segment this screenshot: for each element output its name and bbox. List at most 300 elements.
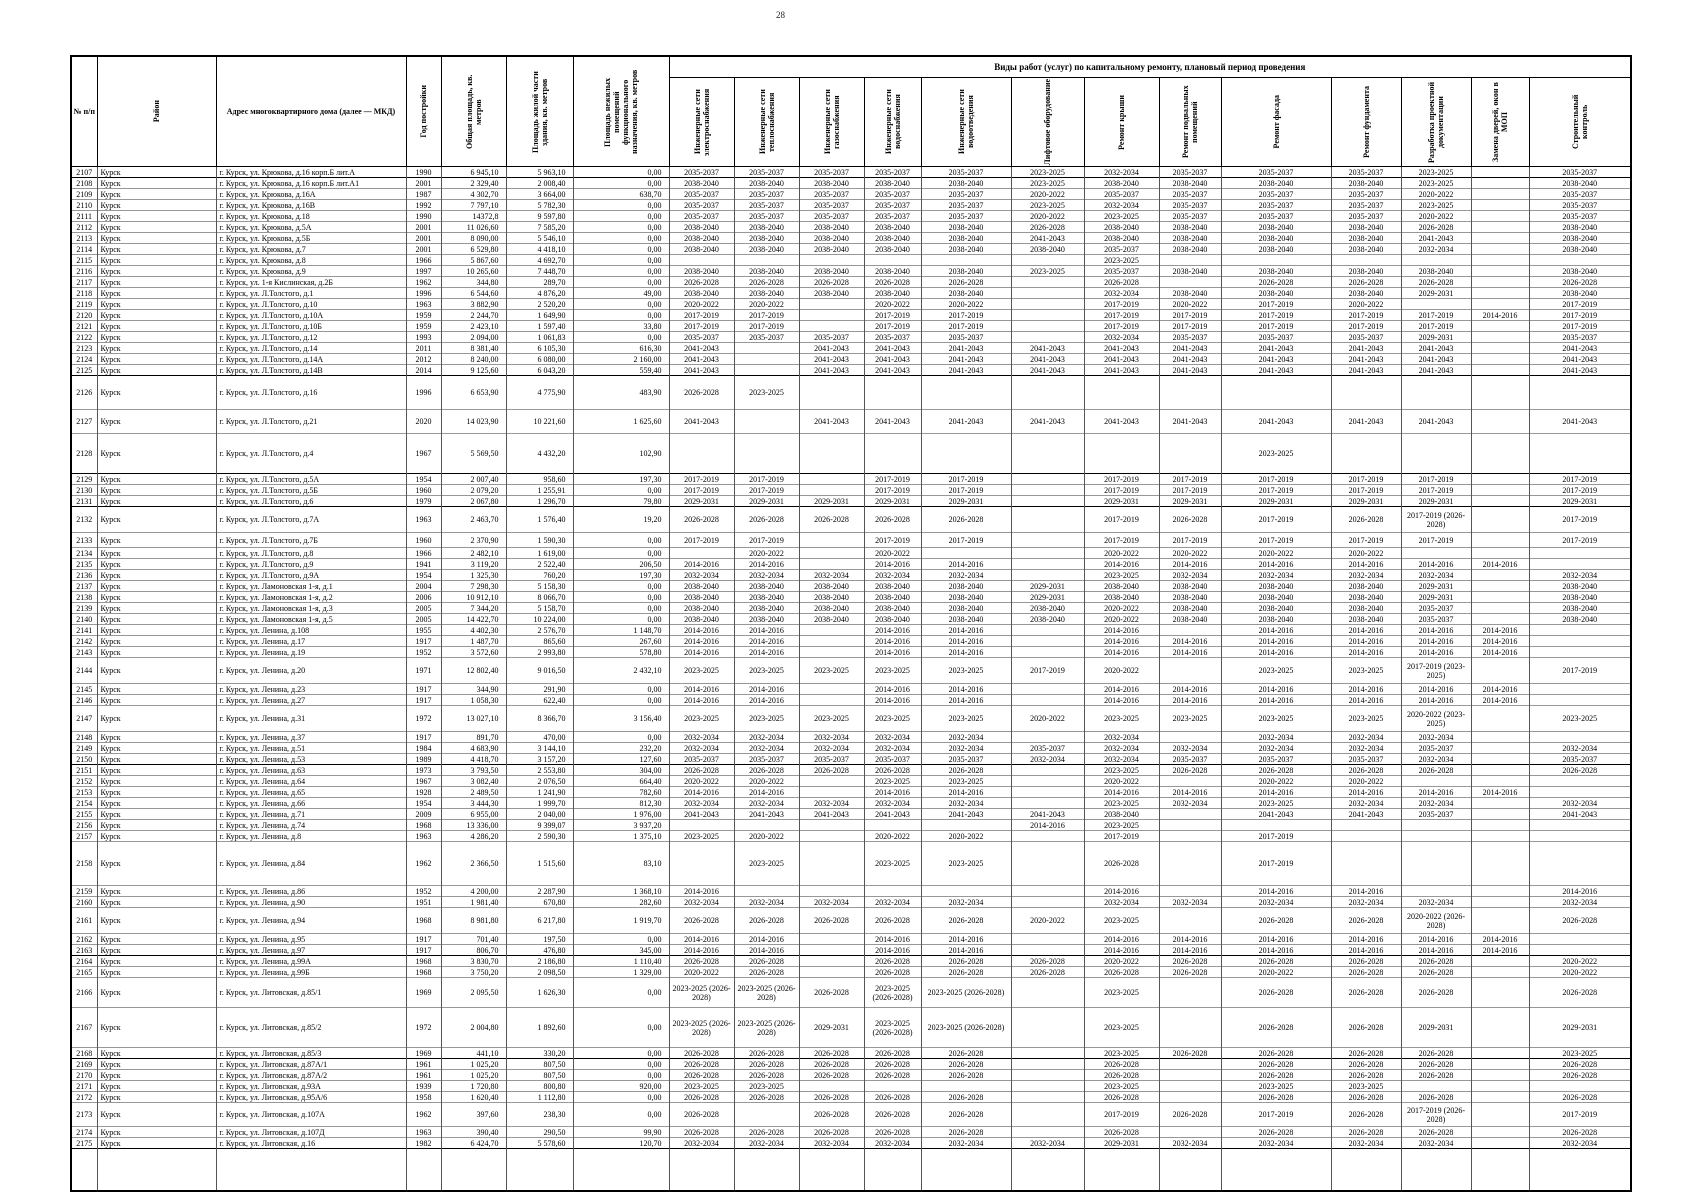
living-area-cell: 2 098,50 [506, 967, 573, 978]
design-documentation-cell: 2014-2016 [1401, 559, 1471, 570]
basement-repair-cell: 2017-2019 [1159, 533, 1221, 548]
construction-control-cell: 2041-2043 [1529, 365, 1631, 376]
living-area-cell: 5 963,10 [506, 167, 573, 178]
sewerage-networks-cell: 2038-2040 [921, 592, 1011, 603]
column-header-design-documentation: Разработка проектной документации [1401, 78, 1471, 167]
address-cell: г. Курск, ул. Л.Толстого, д.10 [216, 299, 406, 310]
doors-windows-replacement-cell [1471, 354, 1529, 365]
electric-networks-cell: 2038-2040 [669, 592, 734, 603]
total-area-cell: 3 572,60 [441, 647, 506, 658]
water-supply-networks-cell: 2035-2037 [864, 189, 921, 200]
num-cell: 2139 [71, 603, 97, 614]
sewerage-networks-cell: 2038-2040 [921, 233, 1011, 244]
water-supply-networks-cell: 2023-2025 [864, 842, 921, 886]
year-cell: 1963 [406, 831, 441, 842]
living-area-cell: 2 008,40 [506, 178, 573, 189]
sewerage-networks-cell: 2026-2028 [921, 507, 1011, 533]
year-cell: 1962 [406, 1103, 441, 1127]
column-header-district: Район [97, 56, 216, 167]
heating-networks-cell: 2026-2028 [734, 1070, 799, 1081]
design-documentation-cell [1401, 299, 1471, 310]
nonresidential-area-cell: 120,70 [573, 1138, 669, 1149]
roof-repair-cell: 2014-2016 [1084, 636, 1159, 647]
num-cell: 2120 [71, 310, 97, 321]
district-cell: Курск [97, 614, 216, 625]
doors-windows-replacement-cell [1471, 842, 1529, 886]
roof-repair-cell: 2035-2037 [1084, 266, 1159, 277]
basement-repair-cell: 2017-2019 [1159, 310, 1221, 321]
nonresidential-area-cell: 0,00 [573, 695, 669, 706]
water-supply-networks-cell: 2023-2025 (2026-2028) [864, 978, 921, 1008]
year-cell: 1917 [406, 684, 441, 695]
total-area-cell: 10 265,60 [441, 266, 506, 277]
column-header-heating-networks: Инженерные сети теплоснабжения [734, 78, 799, 167]
table-row [71, 299, 1631, 310]
basement-repair-cell [1159, 820, 1221, 831]
district-cell: Курск [97, 533, 216, 548]
num-cell: 2114 [71, 244, 97, 255]
facade-repair-cell: 2020-2022 [1221, 967, 1331, 978]
facade-repair-cell: 2017-2019 [1221, 474, 1331, 485]
total-area-cell: 3 830,70 [441, 956, 506, 967]
foundation-repair-cell: 2026-2028 [1331, 956, 1401, 967]
electric-networks-cell [669, 1149, 734, 1191]
heating-networks-cell: 2029-2031 [734, 496, 799, 507]
design-documentation-cell: 2017-2019 [1401, 533, 1471, 548]
year-cell: 1951 [406, 897, 441, 908]
construction-control-cell: 2038-2040 [1529, 233, 1631, 244]
roof-repair-cell: 2014-2016 [1084, 886, 1159, 897]
design-documentation-cell: 2026-2028 [1401, 978, 1471, 1008]
total-area-cell: 3 793,50 [441, 765, 506, 776]
elevator-equipment-cell [1011, 332, 1084, 343]
roof-repair-cell: 2023-2025 [1084, 765, 1159, 776]
electric-networks-cell: 2026-2028 [669, 1092, 734, 1103]
living-area-cell: 6 080,00 [506, 354, 573, 365]
roof-repair-cell: 2038-2040 [1084, 178, 1159, 189]
heating-networks-cell: 2026-2028 [734, 908, 799, 934]
water-supply-networks-cell [864, 886, 921, 897]
basement-repair-cell: 2035-2037 [1159, 200, 1221, 211]
total-area-cell: 397,60 [441, 1103, 506, 1127]
heating-networks-cell [734, 434, 799, 474]
living-area-cell: 3 664,00 [506, 189, 573, 200]
year-cell: 1917 [406, 636, 441, 647]
sewerage-networks-cell: 2032-2034 [921, 897, 1011, 908]
nonresidential-area-cell: 1 368,10 [573, 886, 669, 897]
electric-networks-cell: 2026-2028 [669, 277, 734, 288]
construction-control-cell: 2038-2040 [1529, 592, 1631, 603]
total-area-cell: 7 344,20 [441, 603, 506, 614]
electric-networks-cell: 2026-2028 [669, 1059, 734, 1070]
district-cell: Курск [97, 695, 216, 706]
roof-repair-cell: 2017-2019 [1084, 299, 1159, 310]
elevator-equipment-cell [1011, 1149, 1084, 1191]
roof-repair-cell: 2032-2034 [1084, 897, 1159, 908]
column-header-num: № п/п [71, 56, 97, 167]
sewerage-networks-cell: 2023-2025 [921, 658, 1011, 684]
empty-continuation-row [71, 1149, 1631, 1191]
district-cell: Курск [97, 1059, 216, 1070]
total-area-cell: 344,80 [441, 277, 506, 288]
roof-repair-cell: 2038-2040 [1084, 222, 1159, 233]
column-header-year: Год постройки [406, 56, 441, 167]
address-cell: г. Курск, ул. Крюкова, д.18 [216, 211, 406, 222]
sewerage-networks-cell: 2014-2016 [921, 787, 1011, 798]
doors-windows-replacement-cell [1471, 603, 1529, 614]
electric-networks-cell: 2017-2019 [669, 321, 734, 332]
doors-windows-replacement-cell [1471, 167, 1529, 178]
year-cell: 1941 [406, 559, 441, 570]
sewerage-networks-cell: 2041-2043 [921, 343, 1011, 354]
doors-windows-replacement-cell: 2014-2016 [1471, 934, 1529, 945]
doors-windows-replacement-cell [1471, 299, 1529, 310]
table-row [71, 754, 1631, 765]
table-row [71, 695, 1631, 706]
foundation-repair-cell: 2020-2022 [1331, 299, 1401, 310]
district-cell: Курск [97, 559, 216, 570]
doors-windows-replacement-cell [1471, 809, 1529, 820]
elevator-equipment-cell: 2023-2025 [1011, 178, 1084, 189]
roof-repair-cell: 2017-2019 [1084, 485, 1159, 496]
roof-repair-cell: 2038-2040 [1084, 581, 1159, 592]
electric-networks-cell: 2014-2016 [669, 787, 734, 798]
design-documentation-cell [1401, 255, 1471, 266]
nonresidential-area-cell: 1 375,10 [573, 831, 669, 842]
elevator-equipment-cell: 2038-2040 [1011, 244, 1084, 255]
elevator-equipment-cell: 2041-2043 [1011, 809, 1084, 820]
gas-networks-cell: 2026-2028 [799, 1103, 864, 1127]
table-row [71, 200, 1631, 211]
electric-networks-cell: 2032-2034 [669, 743, 734, 754]
basement-repair-cell: 2035-2037 [1159, 167, 1221, 178]
sewerage-networks-cell: 2041-2043 [921, 365, 1011, 376]
table-row [71, 1103, 1631, 1127]
water-supply-networks-cell: 2026-2028 [864, 277, 921, 288]
total-area-cell: 3 082,40 [441, 776, 506, 787]
address-cell: г. Курск, ул. Литовская, д.85/1 [216, 978, 406, 1008]
roof-repair-cell: 2041-2043 [1084, 410, 1159, 434]
total-area-cell: 3 882,90 [441, 299, 506, 310]
doors-windows-replacement-cell [1471, 732, 1529, 743]
table-row [71, 365, 1631, 376]
sewerage-networks-cell: 2041-2043 [921, 410, 1011, 434]
address-cell: г. Курск, ул. Л.Толстого, д.7Б [216, 533, 406, 548]
column-header-doors-windows-replacement: Замена дверей, окон в МОП [1471, 78, 1529, 167]
construction-control-cell [1529, 842, 1631, 886]
sewerage-networks-cell: 2023-2025 (2026-2028) [921, 1008, 1011, 1048]
water-supply-networks-cell: 2035-2037 [864, 200, 921, 211]
address-cell: г. Курск, ул. Л.Толстого, д.10А [216, 310, 406, 321]
table-row [71, 533, 1631, 548]
elevator-equipment-cell: 2032-2034 [1011, 754, 1084, 765]
num-cell: 2122 [71, 332, 97, 343]
water-supply-networks-cell: 2038-2040 [864, 288, 921, 299]
foundation-repair-cell: 2038-2040 [1331, 233, 1401, 244]
district-cell: Курск [97, 908, 216, 934]
living-area-cell: 1 649,90 [506, 310, 573, 321]
gas-networks-cell [799, 548, 864, 559]
doors-windows-replacement-cell [1471, 178, 1529, 189]
doors-windows-replacement-cell [1471, 189, 1529, 200]
total-area-cell: 2 329,40 [441, 178, 506, 189]
construction-control-cell: 2032-2034 [1529, 798, 1631, 809]
district-cell: Курск [97, 765, 216, 776]
basement-repair-cell: 2038-2040 [1159, 233, 1221, 244]
nonresidential-area-cell: 0,00 [573, 200, 669, 211]
living-area-cell: 1 597,40 [506, 321, 573, 332]
water-supply-networks-cell: 2014-2016 [864, 684, 921, 695]
num-cell: 2163 [71, 945, 97, 956]
num-cell: 2121 [71, 321, 97, 332]
district-cell: Курск [97, 978, 216, 1008]
gas-networks-cell [799, 695, 864, 706]
elevator-equipment-cell [1011, 496, 1084, 507]
district-cell: Курск [97, 365, 216, 376]
foundation-repair-cell: 2014-2016 [1331, 647, 1401, 658]
water-supply-networks-cell: 2014-2016 [864, 636, 921, 647]
sewerage-networks-cell [921, 255, 1011, 266]
year-cell: 2001 [406, 233, 441, 244]
sewerage-networks-cell: 2035-2037 [921, 754, 1011, 765]
elevator-equipment-cell: 2020-2022 [1011, 908, 1084, 934]
heating-networks-cell: 2038-2040 [734, 266, 799, 277]
facade-repair-cell: 2026-2028 [1221, 1070, 1331, 1081]
water-supply-networks-cell: 2038-2040 [864, 178, 921, 189]
address-cell: г. Курск, ул. Л.Толстого, д.21 [216, 410, 406, 434]
elevator-equipment-cell [1011, 533, 1084, 548]
address-cell [216, 1149, 406, 1191]
foundation-repair-cell: 2026-2028 [1331, 507, 1401, 533]
foundation-repair-cell: 2041-2043 [1331, 410, 1401, 434]
gas-networks-cell: 2026-2028 [799, 1070, 864, 1081]
electric-networks-cell: 2032-2034 [669, 732, 734, 743]
construction-control-cell [1529, 820, 1631, 831]
year-cell: 1979 [406, 496, 441, 507]
address-cell: г. Курск, ул. Литовская, д.87А/2 [216, 1070, 406, 1081]
sewerage-networks-cell [921, 1149, 1011, 1191]
elevator-equipment-cell [1011, 798, 1084, 809]
construction-control-cell [1529, 376, 1631, 410]
nonresidential-area-cell: 0,00 [573, 1070, 669, 1081]
basement-repair-cell: 2026-2028 [1159, 765, 1221, 776]
elevator-equipment-cell [1011, 1059, 1084, 1070]
elevator-equipment-cell [1011, 1092, 1084, 1103]
heating-networks-cell: 2023-2025 (2026-2028) [734, 978, 799, 1008]
table-row [71, 743, 1631, 754]
address-cell: г. Курск, ул. Литовская, д.107А [216, 1103, 406, 1127]
address-cell: г. Курск, ул. Ленина, д.27 [216, 695, 406, 706]
construction-control-cell: 2032-2034 [1529, 570, 1631, 581]
electric-networks-cell: 2026-2028 [669, 1070, 734, 1081]
table-row [71, 321, 1631, 332]
construction-control-cell [1529, 945, 1631, 956]
electric-networks-cell: 2023-2025 [669, 706, 734, 732]
nonresidential-area-cell: 0,00 [573, 732, 669, 743]
heating-networks-cell: 2035-2037 [734, 211, 799, 222]
num-cell: 2113 [71, 233, 97, 244]
foundation-repair-cell [1331, 1149, 1401, 1191]
district-cell: Курск [97, 798, 216, 809]
year-cell: 1968 [406, 820, 441, 831]
num-cell: 2165 [71, 967, 97, 978]
num-cell: 2158 [71, 842, 97, 886]
sewerage-networks-cell: 2032-2034 [921, 798, 1011, 809]
water-supply-networks-cell: 2035-2037 [864, 754, 921, 765]
heating-networks-cell: 2017-2019 [734, 485, 799, 496]
address-cell: г. Курск, ул. Ленина, д.66 [216, 798, 406, 809]
district-cell: Курск [97, 277, 216, 288]
basement-repair-cell [1159, 908, 1221, 934]
water-supply-networks-cell: 2026-2028 [864, 765, 921, 776]
table-row [71, 581, 1631, 592]
sewerage-networks-cell: 2026-2028 [921, 1059, 1011, 1070]
nonresidential-area-cell [573, 1149, 669, 1191]
facade-repair-cell: 2026-2028 [1221, 1008, 1331, 1048]
elevator-equipment-cell: 2038-2040 [1011, 614, 1084, 625]
heating-networks-cell [734, 354, 799, 365]
living-area-cell: 9 597,80 [506, 211, 573, 222]
address-cell: г. Курск, ул. Ленина, д.108 [216, 625, 406, 636]
nonresidential-area-cell: 0,00 [573, 277, 669, 288]
design-documentation-cell [1401, 831, 1471, 842]
address-cell: г. Курск, ул. Литовская, д.95А/6 [216, 1092, 406, 1103]
basement-repair-cell: 2014-2016 [1159, 787, 1221, 798]
heating-networks-cell: 2038-2040 [734, 233, 799, 244]
gas-networks-cell: 2035-2037 [799, 754, 864, 765]
total-area-cell: 8 090,00 [441, 233, 506, 244]
year-cell: 1990 [406, 167, 441, 178]
roof-repair-cell: 2023-2025 [1084, 1048, 1159, 1059]
living-area-cell: 9 399,07 [506, 820, 573, 831]
roof-repair-cell: 2032-2034 [1084, 732, 1159, 743]
gas-networks-cell [799, 886, 864, 897]
num-cell: 2155 [71, 809, 97, 820]
table-row [71, 474, 1631, 485]
elevator-equipment-cell [1011, 695, 1084, 706]
total-area-cell: 2 079,20 [441, 485, 506, 496]
facade-repair-cell: 2032-2034 [1221, 570, 1331, 581]
doors-windows-replacement-cell [1471, 820, 1529, 831]
year-cell: 1984 [406, 743, 441, 754]
foundation-repair-cell: 2032-2034 [1331, 732, 1401, 743]
facade-repair-cell: 2014-2016 [1221, 636, 1331, 647]
total-area-cell: 13 027,10 [441, 706, 506, 732]
year-cell: 1972 [406, 706, 441, 732]
foundation-repair-cell: 2038-2040 [1331, 288, 1401, 299]
basement-repair-cell: 2014-2016 [1159, 636, 1221, 647]
year-cell: 1982 [406, 1138, 441, 1149]
address-cell: г. Курск, ул. Л.Толстого, д.7А [216, 507, 406, 533]
address-cell: г. Курск, ул. Литовская, д.85/2 [216, 1008, 406, 1048]
construction-control-cell: 2038-2040 [1529, 178, 1631, 189]
water-supply-networks-cell: 2035-2037 [864, 167, 921, 178]
gas-networks-cell: 2026-2028 [799, 1059, 864, 1070]
roof-repair-cell: 2032-2034 [1084, 743, 1159, 754]
electric-networks-cell: 2026-2028 [669, 1127, 734, 1138]
num-cell: 2150 [71, 754, 97, 765]
district-cell: Курск [97, 167, 216, 178]
heating-networks-cell: 2038-2040 [734, 244, 799, 255]
facade-repair-cell: 2035-2037 [1221, 754, 1331, 765]
living-area-cell: 2 590,30 [506, 831, 573, 842]
nonresidential-area-cell: 304,00 [573, 765, 669, 776]
heating-networks-cell: 2038-2040 [734, 592, 799, 603]
electric-networks-cell: 2026-2028 [669, 908, 734, 934]
design-documentation-cell: 2020-2022 [1401, 189, 1471, 200]
sewerage-networks-cell [921, 820, 1011, 831]
gas-networks-cell [799, 684, 864, 695]
year-cell: 2006 [406, 592, 441, 603]
construction-control-cell [1529, 1149, 1631, 1191]
design-documentation-cell: 2020-2022 (2026-2028) [1401, 908, 1471, 934]
address-cell: г. Курск, ул. Ленина, д.99Б [216, 967, 406, 978]
doors-windows-replacement-cell: 2014-2016 [1471, 310, 1529, 321]
heating-networks-cell: 2014-2016 [734, 945, 799, 956]
heating-networks-cell: 2026-2028 [734, 1059, 799, 1070]
construction-control-cell: 2041-2043 [1529, 354, 1631, 365]
facade-repair-cell: 2032-2034 [1221, 732, 1331, 743]
roof-repair-cell: 2023-2025 [1084, 798, 1159, 809]
year-cell: 1954 [406, 798, 441, 809]
district-cell: Курск [97, 967, 216, 978]
heating-networks-cell: 2035-2037 [734, 754, 799, 765]
construction-control-cell: 2029-2031 [1529, 496, 1631, 507]
design-documentation-cell: 2035-2037 [1401, 743, 1471, 754]
roof-repair-cell: 2023-2025 [1084, 908, 1159, 934]
year-cell: 1952 [406, 886, 441, 897]
design-documentation-cell: 2020-2022 [1401, 211, 1471, 222]
facade-repair-cell: 2014-2016 [1221, 695, 1331, 706]
design-documentation-cell: 2026-2028 [1401, 1048, 1471, 1059]
total-area-cell: 3 119,20 [441, 559, 506, 570]
address-cell: г. Курск, ул. Ленина, д.23 [216, 684, 406, 695]
water-supply-networks-cell: 2017-2019 [864, 321, 921, 332]
address-cell: г. Курск, ул. Ленина, д.97 [216, 945, 406, 956]
gas-networks-cell [799, 956, 864, 967]
gas-networks-cell [799, 831, 864, 842]
roof-repair-cell: 2032-2034 [1084, 200, 1159, 211]
facade-repair-cell: 2038-2040 [1221, 222, 1331, 233]
design-documentation-cell: 2029-2031 [1401, 332, 1471, 343]
doors-windows-replacement-cell [1471, 332, 1529, 343]
foundation-repair-cell: 2014-2016 [1331, 559, 1401, 570]
foundation-repair-cell: 2026-2028 [1331, 1070, 1401, 1081]
sewerage-networks-cell: 2017-2019 [921, 485, 1011, 496]
foundation-repair-cell: 2038-2040 [1331, 222, 1401, 233]
basement-repair-cell: 2041-2043 [1159, 410, 1221, 434]
num-cell: 2116 [71, 266, 97, 277]
gas-networks-cell: 2023-2025 [799, 658, 864, 684]
foundation-repair-cell: 2038-2040 [1331, 581, 1401, 592]
heating-networks-cell: 2014-2016 [734, 625, 799, 636]
elevator-equipment-cell [1011, 1103, 1084, 1127]
table-row [71, 277, 1631, 288]
nonresidential-area-cell: 282,60 [573, 897, 669, 908]
address-cell: г. Курск, ул. Ленина, д.8 [216, 831, 406, 842]
roof-repair-cell: 2041-2043 [1084, 365, 1159, 376]
nonresidential-area-cell: 206,50 [573, 559, 669, 570]
construction-control-cell: 2020-2022 [1529, 967, 1631, 978]
design-documentation-cell: 2026-2028 [1401, 956, 1471, 967]
num-cell: 2110 [71, 200, 97, 211]
table-row [71, 222, 1631, 233]
total-area-cell: 2 370,90 [441, 533, 506, 548]
elevator-equipment-cell: 2041-2043 [1011, 365, 1084, 376]
nonresidential-area-cell: 0,00 [573, 533, 669, 548]
nonresidential-area-cell: 638,70 [573, 189, 669, 200]
water-supply-networks-cell: 2038-2040 [864, 614, 921, 625]
